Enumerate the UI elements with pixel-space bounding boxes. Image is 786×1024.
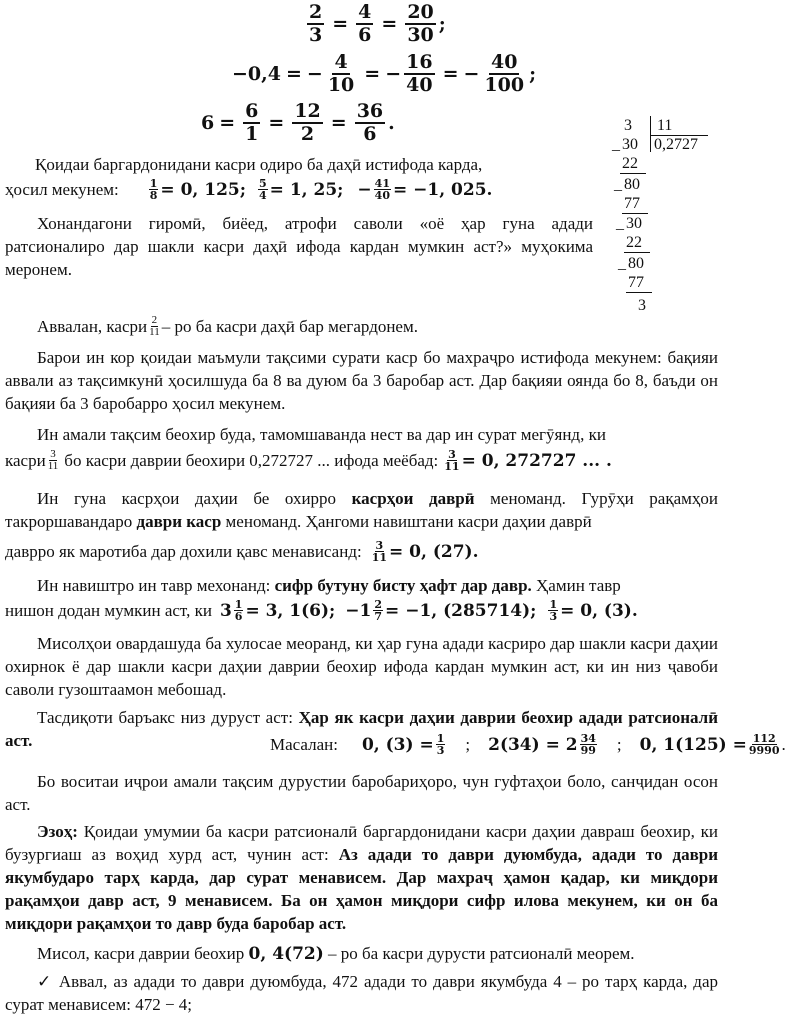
punctuation: ; bbox=[438, 13, 446, 35]
paragraph-7-line-1 bbox=[37, 576, 621, 596]
division-row: 30 bbox=[622, 136, 638, 153]
text: Мисол, касри даврии беохир bbox=[37, 944, 245, 963]
dividend: 3 bbox=[624, 117, 632, 134]
division-row: 80 bbox=[624, 176, 640, 193]
numerator: 40 bbox=[491, 51, 518, 73]
paragraph-9-examples: Масалан: 0, (3) = $\frac{1}{3}$ ; 2(34) = 2 $\frac{34}{99}$ ; 0, 1(125) = $\frac{112}{9990}$ . bbox=[270, 732, 786, 757]
rule-bold: Аз адади то даври дуюмбуда, адади то даври якумбударо тарҳ карда, дар сурат менависем. Дар махраҷ ҳамон қадар, ки миқдори рақамҳои давр аст, 9 менависем. Ба он ҳамон миқдори сифр илова мекунем, ки он ба миқдори рақамҳои то давр буда баробар аст. bbox=[5, 845, 719, 933]
denominator: 8 bbox=[149, 189, 158, 202]
numerator: 2 bbox=[374, 598, 383, 611]
denominator: 7 bbox=[374, 610, 383, 623]
math-expr: 0, (3) = bbox=[361, 734, 434, 755]
denominator: 9990 bbox=[748, 744, 780, 757]
math-value: = 0, (27). bbox=[389, 541, 479, 562]
text: Ин гуна касрҳои даҳии бе охирро bbox=[37, 489, 337, 508]
punctuation: ; bbox=[529, 63, 537, 85]
denominator: 100 bbox=[484, 74, 525, 96]
denominator: 11 bbox=[444, 460, 460, 473]
denominator: 4 bbox=[259, 189, 267, 202]
denominator: 11 bbox=[47, 460, 59, 472]
denominator: 3 bbox=[309, 24, 323, 46]
text: нишон додан мумкин аст, ки bbox=[5, 600, 212, 620]
equation-lhs: 6 bbox=[201, 112, 215, 134]
denominator: 3 bbox=[549, 610, 558, 623]
denominator: 3 bbox=[436, 744, 445, 757]
math-value: = 1, 25; bbox=[269, 179, 344, 200]
text: Ҳамин тавр bbox=[536, 576, 621, 595]
paragraph-1-examples bbox=[5, 178, 492, 201]
text: Аввал, аз адади то даври дуюмбуда, 472 адади то даври якумбуда 4 – ро тарҳ карда, дар сурат менависем: 472 − 4; bbox=[5, 972, 718, 1014]
numerator: 3 bbox=[375, 539, 384, 552]
numerator: 5 bbox=[259, 177, 267, 190]
math-value: = −1, 025. bbox=[392, 179, 493, 200]
math-whole: −1 bbox=[345, 600, 372, 621]
denominator: 6 bbox=[358, 24, 372, 46]
paragraph-13 bbox=[5, 970, 718, 1016]
paragraph-4: Барои ин кор қоидаи маъмули тақсими сурати каср бо махраҷро истифода мекунем: бақияи аввали аз тақсимкунӣ ҳосилшуда ба 8 ва дуюм ба 3 баробар аст. Дар бақияи оянда бо 8, баъди он бақияи ба 3 баробарро ҳосил мекунем. bbox=[5, 348, 718, 413]
text: – ро ба касри дурусти ратсионалӣ меорем. bbox=[328, 944, 635, 963]
numerator: 112 bbox=[752, 732, 776, 745]
math-value: = 3, 1(6); bbox=[245, 600, 336, 621]
paragraph-5-line-2 bbox=[5, 449, 612, 472]
term-bold: сифр бутуну бисту ҳафт дар давр. bbox=[274, 576, 532, 595]
denominator: 2 bbox=[300, 123, 315, 145]
math-value: = 0, (3). bbox=[560, 600, 638, 621]
numerator: 3 bbox=[448, 448, 456, 461]
denominator: 6 bbox=[234, 610, 243, 623]
paragraph-11 bbox=[5, 820, 718, 935]
text: меноманд. Ҳангоми навиштани касри даҳии даврӣ bbox=[225, 512, 592, 531]
division-row: 22 bbox=[626, 234, 642, 251]
math-expr: 0, 1(125) = bbox=[639, 734, 747, 755]
paragraph-3 bbox=[37, 315, 418, 338]
denominator: 40 bbox=[406, 74, 433, 96]
paragraph-10: Бо воситаи иҷрои амали тақсим дурустии баробариҳоро, чун гуфтаҳои боло, санҷидан осон аст. bbox=[5, 772, 718, 814]
paragraph-2: Хонандагони гиромӣ, биёед, атрофи саволи «оё ҳар гуна адади ратсионалиро дар шакли касри даҳӣ ифода кардан мумкин аст?» муҳокима меронем. bbox=[5, 214, 593, 279]
numerator: 2 bbox=[309, 1, 323, 23]
equation-2: −0,4 = − $\frac{4}{10}$ = − $\frac{16}{40}$ = − $\frac{40}{100}$ ; bbox=[232, 51, 537, 96]
paragraph-6-line-3 bbox=[5, 540, 479, 563]
equation-3: 6 = $\frac{6}{1}$ = $\frac{12}{2}$ = $\frac{36}{6}$ . bbox=[201, 100, 395, 145]
numerator: 41 bbox=[374, 177, 390, 190]
numerator: 20 bbox=[407, 1, 434, 23]
denominator: 6 bbox=[363, 123, 377, 145]
text: меноманд. Гурӯҳи рақамҳои такроршавандаро bbox=[5, 489, 719, 531]
numerator: 3 bbox=[50, 448, 56, 460]
equation-1: $\frac{2}{3}$ = $\frac{4}{6}$ = $\frac{20}{30}$ ; bbox=[309, 1, 446, 46]
math-value: = 0, 272727 ... . bbox=[461, 450, 612, 471]
term-bold: Ҳар як касри даҳии даврии беохир адади ратсионалӣ аст. bbox=[5, 708, 719, 750]
text: касри bbox=[5, 450, 46, 470]
text: – ро ба касри даҳӣ бар мегардонем. bbox=[161, 316, 418, 336]
quotient: 0,2727 bbox=[654, 136, 698, 153]
text: ҳосил мекунем: bbox=[5, 179, 119, 199]
numerator: 1 bbox=[234, 598, 243, 611]
paragraph-8: Мисолҳои овардашуда ба хулосае меоранд, ки ҳар гуна адади касриро дар шакли касри даҳии охирнок ё дар шакли касри даҳии даврии беохир ифода кардан мумкин аст, ки ин низ ҷавоби саволи гузоштаамон мебошад. bbox=[5, 634, 718, 699]
math-sign: − bbox=[357, 179, 372, 200]
denominator: 11 bbox=[149, 326, 160, 338]
numerator: 12 bbox=[294, 100, 321, 122]
numerator: 2 bbox=[151, 314, 158, 326]
denominator: 30 bbox=[407, 24, 434, 46]
denominator: 99 bbox=[580, 744, 596, 757]
denominator: 11 bbox=[371, 551, 388, 564]
math-value: 0, 4(72) bbox=[248, 944, 324, 964]
text: Қоидаи умумии ба касри ратсионалӣ баргардонидани касри даҳии давраш беохир, ки бузургиаш аз воҳид хурд аст, чунин аст: bbox=[5, 822, 718, 864]
numerator: 4 bbox=[358, 1, 372, 23]
punctuation: . bbox=[388, 112, 395, 134]
text: даврро як маротиба дар дохили қавс менависанд: bbox=[5, 541, 362, 561]
numerator: 1 bbox=[549, 598, 558, 611]
text: Аввалан, касри bbox=[37, 316, 148, 336]
paragraph-1-line: Қоидаи баргардонидани касри одиро ба даҳӣ истифода карда, bbox=[35, 155, 483, 174]
term-bold: касрҳои даврӣ bbox=[351, 489, 475, 508]
division-row: 30 bbox=[626, 215, 642, 232]
math-value: = 0, 125; bbox=[160, 179, 246, 200]
note-label: Эзоҳ: bbox=[37, 822, 78, 841]
numerator: 1 bbox=[436, 732, 445, 745]
division-row: 77 bbox=[628, 274, 644, 291]
numerator: 1 bbox=[149, 177, 158, 190]
paragraph-12 bbox=[37, 944, 635, 964]
numerator: 36 bbox=[356, 100, 384, 122]
denominator: 1 bbox=[245, 123, 259, 145]
division-row: 77 bbox=[624, 195, 640, 212]
equation-lhs: −0,4 bbox=[232, 63, 281, 85]
text: бо касри даврии беохири 0,272727 ... ифода меёбад: bbox=[64, 450, 439, 470]
paragraph-7-line-2 bbox=[5, 599, 638, 622]
denominator: 10 bbox=[327, 74, 355, 96]
numerator: 4 bbox=[334, 51, 348, 73]
long-division: 3 11 0,2727 _ 30 22 _ 80 77 _ 30 22 _ 80 77 3 bbox=[612, 116, 722, 321]
math-expr: 2(34) = 2 bbox=[488, 734, 578, 755]
math-whole: 3 bbox=[219, 600, 232, 621]
division-row: 22 bbox=[622, 155, 638, 172]
text: Масалан: bbox=[270, 734, 338, 754]
division-row: 80 bbox=[628, 255, 644, 272]
numerator: 34 bbox=[580, 732, 596, 745]
text: Тасдиқоти баръакс низ дуруст аст: bbox=[37, 708, 293, 727]
paragraph-6 bbox=[5, 487, 718, 533]
math-value: = −1, (285714); bbox=[385, 600, 537, 621]
division-row: 3 bbox=[638, 297, 646, 314]
numerator: 16 bbox=[406, 51, 433, 73]
text: Ин навиштро ин тавр мехонанд: bbox=[37, 576, 271, 595]
paragraph-5-line-1: Ин амали тақсим беохир буда, тамомшаванда нест ва дар ин сурат мегӯянд, ки bbox=[37, 425, 606, 444]
checkmark-icon: ✓ bbox=[37, 972, 53, 991]
term-bold: даври каср bbox=[136, 512, 222, 531]
divisor: 11 bbox=[657, 117, 673, 134]
numerator: 6 bbox=[245, 100, 259, 122]
denominator: 40 bbox=[374, 189, 390, 202]
